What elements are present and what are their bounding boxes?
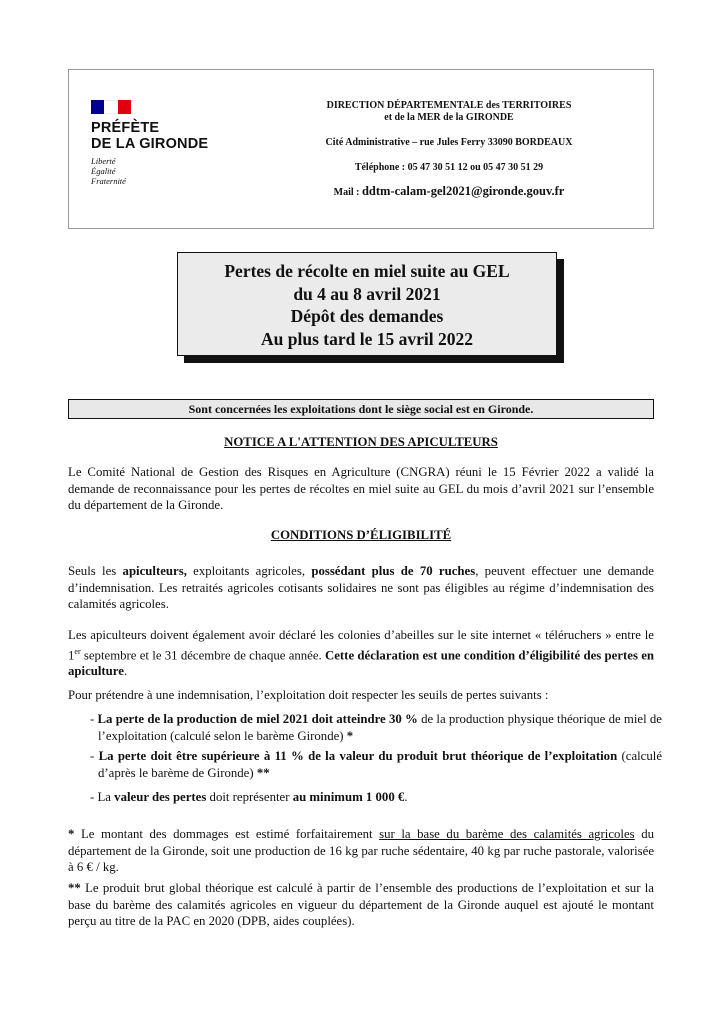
marianne-flag-icon bbox=[91, 100, 131, 114]
conditions-heading: CONDITIONS D’ÉLIGIBILITÉ bbox=[270, 528, 452, 542]
notice-heading: NOTICE A L'ATTENTION DES APICULTEURS bbox=[224, 435, 498, 449]
logo-line-2: DE LA GIRONDE bbox=[91, 136, 209, 152]
prefecture-logo bbox=[91, 100, 241, 186]
document-title: Pertes de récolte en miel suite au GEL du 4 au 8 avril 2021 Dépôt des demandes Au plus tard le 15 avril 2022 bbox=[177, 252, 557, 356]
dept-mail: Mail : ddtm-calam-gel2021@gironde.gouv.fr bbox=[333, 184, 565, 198]
thresholds-intro: Pour prétendre à une indemnisation, l’exploitation doit respecter les seuils de pertes suivants : bbox=[68, 688, 549, 702]
declaration-paragraph: Les apiculteurs doivent également avoir déclaré les colonies d’abeilles sur le site internet « téléruchers » entre le 1er septembre et le 31 décembre de chaque année. Cette déclaration est une condition d’éligibilité des pertes en apiculture. bbox=[68, 628, 654, 679]
logo-line-1: PRÉFÈTE bbox=[91, 120, 160, 136]
dept-address: Cité Administrative – rue Jules Ferry 33090 BORDEAUX bbox=[325, 137, 573, 148]
intro-paragraph: Le Comité National de Gestion des Risques en Agriculture (CNGRA) réuni le 15 Février 2022 a validé la demande de reconnaissance pour les pertes de récoltes en miel suite au GEL du mois d’avril 2021 sur l’ensemble du département de la Gironde. bbox=[68, 465, 654, 512]
list-item: - La valeur des pertes doit représenter au minimum 1 000 €. bbox=[90, 790, 408, 804]
concern-banner: Sont concernées les exploitations dont le siège social est en Gironde. bbox=[68, 399, 654, 419]
department-info bbox=[269, 100, 629, 199]
dept-name-1: DIRECTION DÉPARTEMENTALE des TERRITOIRES bbox=[326, 100, 572, 111]
list-item: - La perte de la production de miel 2021 doit atteindre 30 % de la production physique théorique de miel de l’exploitation (calculé selon le barème Gironde) * bbox=[90, 712, 662, 743]
republic-motto: Liberté Égalité Fraternité bbox=[91, 156, 126, 186]
footnote-1: * Le montant des dommages est estimé forfaitairement sur la base du barème des calamités agricoles du département de la Gironde, soit une production de 16 kg par ruche sédentaire, 40 kg par ruche pastorale, valorisée à 6 € / kg. bbox=[68, 827, 655, 874]
list-item: - La perte doit être supérieure à 11 % de la valeur du produit brut théorique de l’exploitation (calculé d’après le barème de Gironde) ** bbox=[90, 749, 662, 780]
dept-name-2: et de la MER de la GIRONDE bbox=[384, 112, 514, 123]
footnote-2: ** Le produit brut global théorique est calculé à partir de l’ensemble des productions de l’exploitation et sur la base du barème des calamités agricoles en vigueur du département de la Gironde auquel est ajouté le montant perçu au titre de la PAC en 2020 (DPB, aides couplées). bbox=[68, 881, 654, 928]
eligibility-paragraph: Seuls les apiculteurs, exploitants agricoles, possédant plus de 70 ruches, peuvent effectuer une demande d’indemnisation. Les retraités agricoles cotisants solidaires ne sont pas éligibles au régime d’indemnisation des calamités agricoles. bbox=[68, 564, 654, 611]
dept-phone: Téléphone : 05 47 30 51 12 ou 05 47 30 51 29 bbox=[354, 162, 544, 173]
letterhead bbox=[68, 69, 654, 229]
mail-address: ddtm-calam-gel2021@gironde.gouv.fr bbox=[361, 184, 565, 198]
